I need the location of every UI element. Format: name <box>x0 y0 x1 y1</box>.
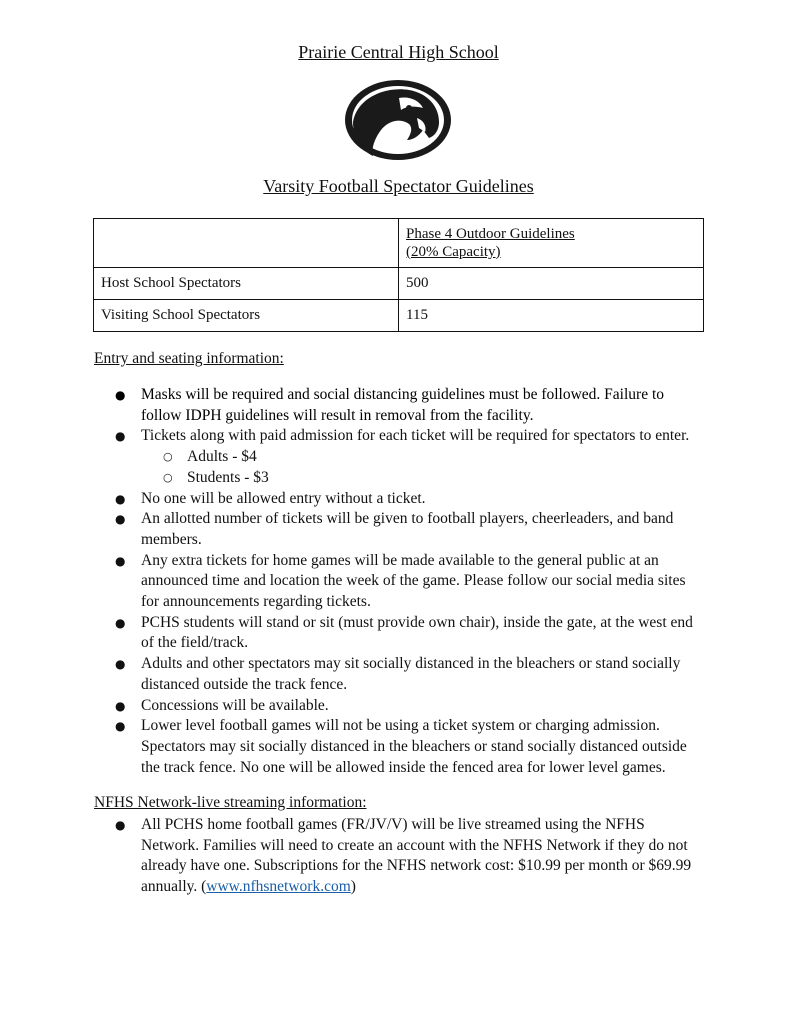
list-item-text: Tickets along with paid admission for each ticket will be required for spectators to enter. <box>141 427 690 445</box>
entry-section-heading: Entry and seating information: <box>94 350 284 367</box>
phase-guidelines-label: Phase 4 Outdoor Guidelines <box>406 226 575 242</box>
row-label: Host School Spectators <box>94 268 399 300</box>
list-item: ● Adults and other spectators may sit socially distanced in the bleachers or stand socially distanced outside the track fence. <box>94 654 704 695</box>
table-row <box>94 300 704 332</box>
price-item: ○ Students - $3 <box>141 468 704 489</box>
nfhs-section-heading: NFHS Network-live streaming information: <box>94 794 367 811</box>
list-item: ● An allotted number of tickets will be given to football players, cheerleaders, and band members. <box>94 509 704 550</box>
price-item: ○ Adults - $4 <box>141 447 704 468</box>
hawk-head-logo-icon <box>343 78 453 162</box>
entry-bullet-list <box>94 385 704 778</box>
nfhs-closing-paren: ) <box>350 878 356 896</box>
table-header-row <box>94 219 704 268</box>
capacity-percent-label: (20% Capacity) <box>406 244 501 260</box>
nfhs-network-link[interactable]: www.nfhsnetwork.com <box>206 878 351 896</box>
school-name: Prairie Central High School <box>298 42 499 62</box>
list-item <box>94 426 704 488</box>
list-item: ● Any extra tickets for home games will be made available to the general public at an announced time and location the week of the game. Please follow our social media sites for announcements regarding tickets. <box>94 551 704 613</box>
table-header-empty-cell <box>94 219 399 268</box>
nfhs-text: All PCHS home football games (FR/JV/V) will be live streamed using the NFHS Network. Families will need to create an account with the NFHS Network if they do not already have one. Subscriptions for the NFHS network cost: $10.99 per month or $69.99 annually. ( <box>141 816 692 896</box>
list-item: ● Lower level football games will not be using a ticket system or charging admission. Spectators may sit socially distanced in the bleachers or stand socially distanced outside the track fence. No one will be allowed inside the fenced area for lower level games. <box>94 716 704 778</box>
list-item: ● Masks will be required and social distancing guidelines must be followed. Failure to follow IDPH guidelines will result in removal from the facility. <box>94 385 704 426</box>
list-item: ● No one will be allowed entry without a ticket. <box>94 489 704 510</box>
document-title: Varsity Football Spectator Guidelines <box>263 176 534 196</box>
list-item: ● PCHS students will stand or sit (must provide own chair), inside the gate, at the west end of the field/track. <box>94 613 704 654</box>
row-label: Visiting School Spectators <box>94 300 399 332</box>
list-item <box>94 815 704 898</box>
row-value: 500 <box>399 268 704 300</box>
row-value: 115 <box>399 300 704 332</box>
table-header-cell <box>399 219 704 268</box>
table-row <box>94 268 704 300</box>
price-sublist <box>141 447 704 488</box>
nfhs-bullet-list <box>94 815 704 898</box>
capacity-table <box>93 218 704 332</box>
list-item: ● Concessions will be available. <box>94 696 704 717</box>
